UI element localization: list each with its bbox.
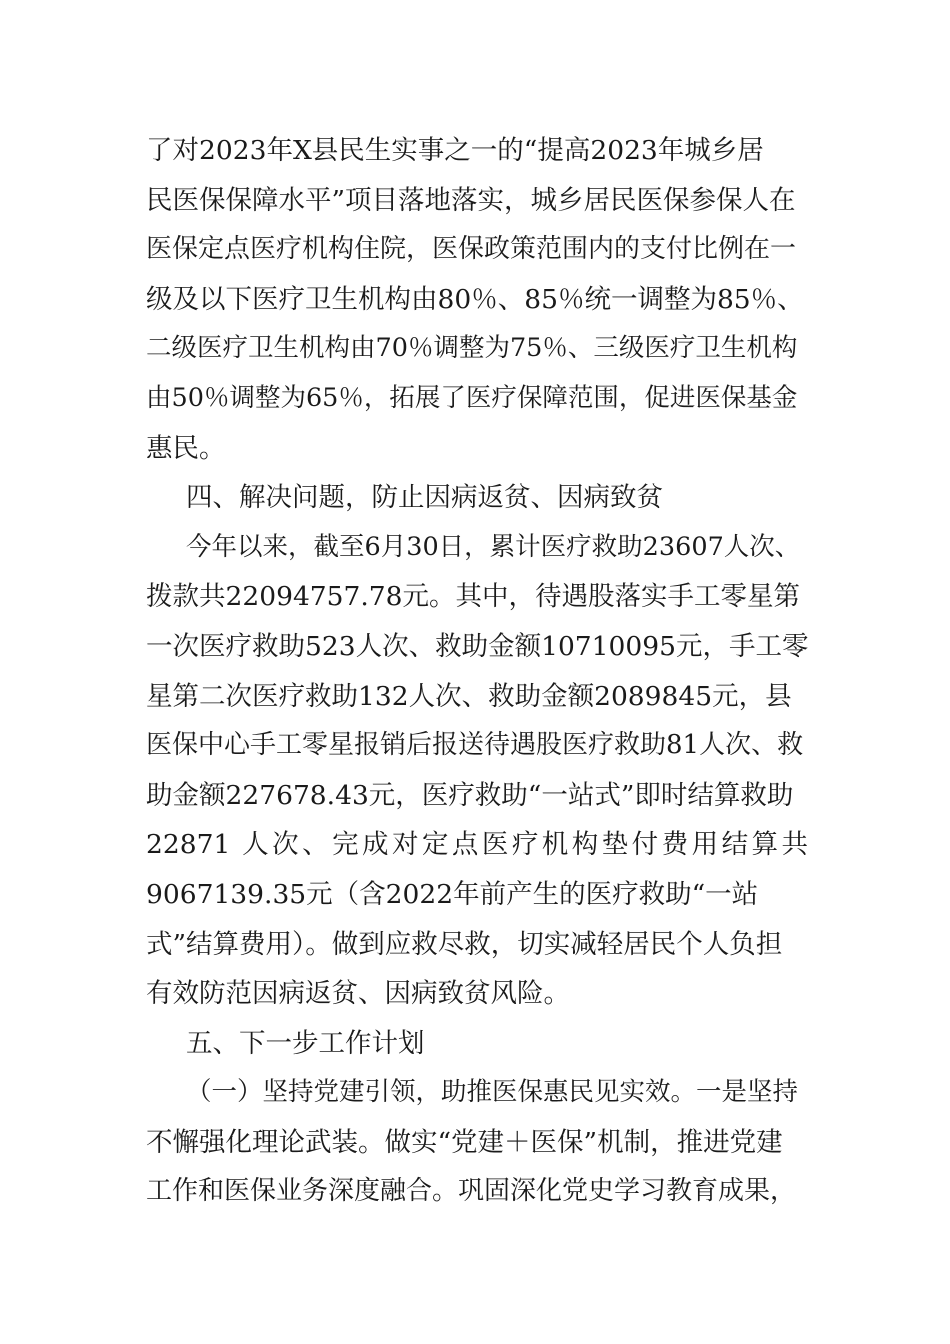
text-line-21: 不懈强化理论武装。做实“党建＋医保”机制，推进党建 (146, 1126, 783, 1158)
text-line-5: 二级医疗卫生机构由70％调整为75％、三级医疗卫生机构 (146, 333, 798, 364)
text-line-7: 惠民。 (146, 432, 226, 464)
text-line-12: 星第二次医疗救助132人次、救助金额2089845元，县 (146, 680, 792, 712)
text-line-18: 有效防范因病返贫、因病致贫风险。 (146, 978, 570, 1010)
text-line-1: 了对2023年X县民生实事之一的“提高2023年城乡居 (146, 135, 764, 166)
text-line-16: 9067139.35元（含2022年前产生的医疗救助“一站 (146, 878, 759, 910)
section-heading-four: 四、解决问题，防止因病返贫、因病致贫 (186, 482, 663, 514)
text-line-22: 工作和医保业务深度融合。巩固深化党史学习教育成果， (146, 1176, 797, 1207)
text-line-2: 民医保保障水平”项目落地落实，城乡居民医保参保人在 (146, 184, 796, 216)
text-line-15: 22871 人次、完成对定点医疗机构垫付费用结算共 (146, 829, 808, 861)
text-line-11: 一次医疗救助523人次、救助金额10710095元，手工零 (146, 630, 809, 662)
text-line-14: 助金额227678.43元，医疗救助“一站式”即时结算救助 (146, 779, 794, 811)
text-line-3: 医保定点医疗机构住院，医保政策范围内的支付比例在一 (146, 234, 797, 265)
section-heading-five: 五、下一步工作计划 (186, 1027, 425, 1059)
text-line-9: 今年以来，截至6月30日，累计医疗救助23607人次、 (186, 531, 801, 562)
text-line-6: 由50％调整为65％，拓展了医疗保障范围，促进医保基金 (146, 382, 798, 413)
text-line-20: （一）坚持党建引领，助推医保惠民见实效。一是坚持 (186, 1077, 799, 1108)
document-body (146, 126, 808, 1217)
text-line-4: 级及以下医疗卫生机构由80％、85％统一调整为85％、 (146, 283, 804, 315)
text-line-17: 式”结算费用）。做到应救尽救，切实减轻居民个人负担 (146, 928, 783, 960)
text-line-13: 医保中心手工零星报销后报送待遇股医疗救助81人次、救 (146, 730, 804, 761)
text-line-10: 拨款共22094757.78元。其中，待遇股落实手工零星第 (146, 581, 801, 613)
